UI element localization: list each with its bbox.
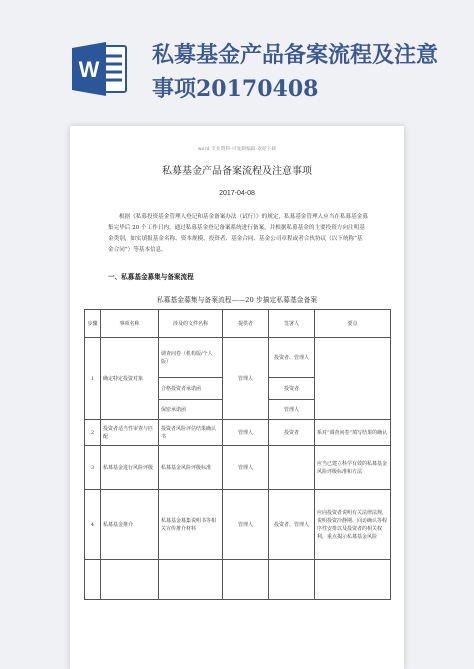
table-title: 私募基金募集与备案流程——20 步搞定私募基金备案 (156, 296, 318, 304)
word-logo-icon (72, 40, 128, 98)
cell-doc: 私募基金募集说明书等相关宣传推介材料 (159, 490, 223, 560)
cell-doc: 投资者风险评估结果确认书 (159, 420, 223, 446)
banner-title-line1: 私募基金产品备案流程及注意 (152, 42, 439, 68)
cell-signer: 投资者、管理人 (269, 490, 315, 560)
word-logo-letter: W (78, 57, 100, 82)
cell-signer: 投资者 (269, 378, 315, 400)
header-step: 步骤 (85, 310, 101, 338)
document-title: 私募基金产品备案流程及注意事项 (162, 166, 312, 177)
intro-paragraph: 根据《私募投资基金管理人登记和基金备案办法（试行）》的规定，私募基金管理人应当在私募基金募集完毕后 20 个工作日内，通过私募基金登记备案系统进行备案，并根据私募基金的主要投资方向注明基金类别，如实填报基金名称、资本规模、投资者、基金合同、基金公司章程或者合伙协议（以下统称“基金合同”）等基本信息。 (108, 214, 368, 253)
cell-provider: 管理人 (223, 490, 269, 560)
document-page (70, 126, 404, 669)
process-table (84, 309, 391, 600)
cell-provider: 管理人 (223, 338, 269, 420)
cell-provider: 管理人 (223, 446, 269, 490)
banner (0, 0, 474, 120)
header-provider: 提供者 (223, 310, 269, 338)
header-signer: 签署人 (269, 310, 315, 338)
section-heading: 一、私募基金募集与备案流程 (108, 273, 194, 281)
cell-signer: 投资者、管理人 (269, 338, 315, 378)
header-note: word 专业资料-可复制编辑-欢迎下载 (197, 147, 277, 152)
cell-step: 4 (85, 490, 101, 560)
cell-item: 投资者适当性审查与匹配 (101, 420, 159, 446)
cell-step: 1 (85, 338, 101, 420)
cell-item: 私募基金推介 (101, 490, 159, 560)
cell-doc: 私募基金风险评级标准 (159, 446, 223, 490)
header-item: 事项名称 (101, 310, 159, 338)
table-row (85, 338, 391, 378)
cell-signer: 管理人 (269, 400, 315, 420)
cell-doc: 合格投资者承诺函 (159, 378, 223, 400)
cell-signer (269, 446, 315, 490)
header-docs: 涉及的文件名称 (159, 310, 223, 338)
header-points: 要点 (315, 310, 391, 338)
cell-step: 3 (85, 446, 101, 490)
cell-doc: 调查问卷（机构版/个人版） (159, 338, 223, 378)
cell-item: 私募基金进行风险评级 (101, 446, 159, 490)
table-row (85, 420, 391, 446)
table-header-row (85, 310, 391, 338)
cell-points: 应向投资者说明有关法律法规，说明投资冷静期、回访确认等程序性安排以及投资者的相关权利，重点揭示私募基金风险 (315, 490, 391, 560)
cell-signer: 投资者 (269, 420, 315, 446)
banner-title-line2: 事项20170408 (152, 76, 319, 102)
cell-item: 确定特定投资对象 (101, 338, 159, 420)
banner-title (152, 38, 462, 106)
document-date: 2017-04-08 (219, 190, 255, 197)
cell-points (315, 338, 391, 420)
table-row (85, 490, 391, 560)
cell-points: 系对“调查问卷”填写结果的确认 (315, 420, 391, 446)
cell-provider: 管理人 (223, 420, 269, 446)
cell-points: 应当已建立科学有效的私募基金风险评级标准和方法 (315, 446, 391, 490)
table-row-empty (85, 560, 391, 600)
cell-doc: 保密承诺函 (159, 400, 223, 420)
cell-step: 2 (85, 420, 101, 446)
table-row (85, 446, 391, 490)
